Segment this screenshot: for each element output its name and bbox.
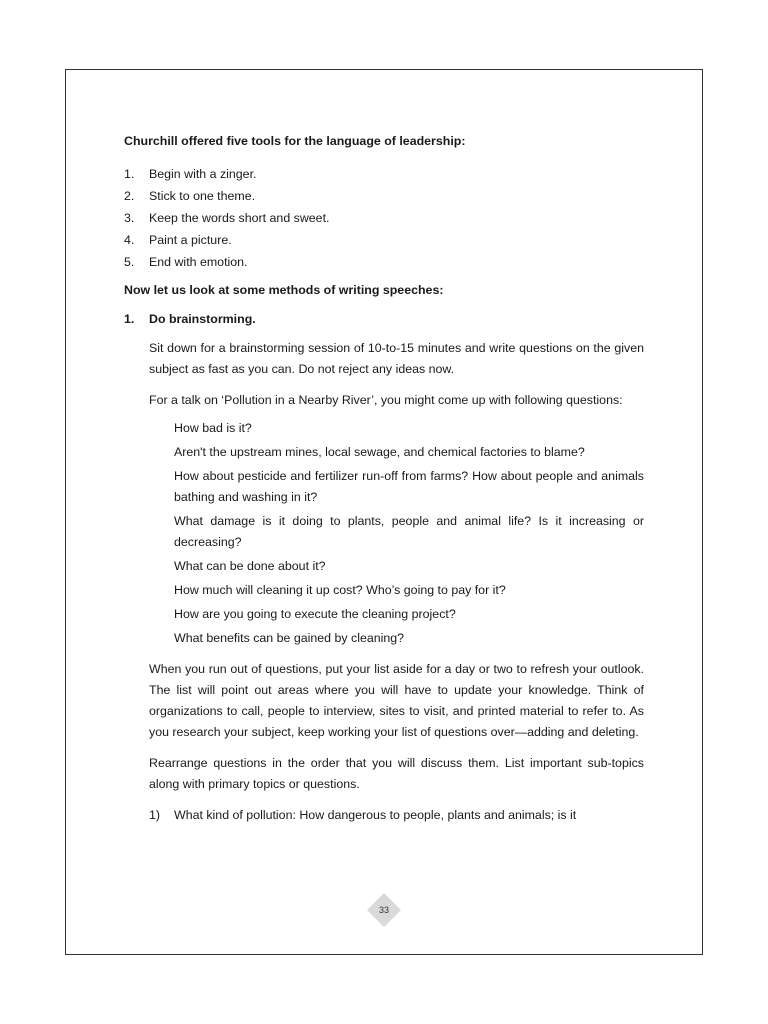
method-number: 1. [124,312,135,326]
list-item [124,163,644,185]
questions-list [174,418,644,649]
paragraph-example: For a talk on ‘Pollution in a Nearby River’, you might come up with following questions: [149,393,623,407]
sub-topic-text: What kind of pollution: How dangerous to people, plants and animals; is it [174,808,577,822]
question-item: How bad is it? [174,421,252,435]
question-item: How about pesticide and fertilizer run-off from farms? How about people and animals bathing and washing in it? [174,469,644,504]
question-item: What damage is it doing to plants, people and animal life? Is it increasing or decreasing? [174,514,644,549]
methods-heading: Now let us look at some methods of writing speeches: [124,283,444,297]
list-item [124,207,644,229]
question-item: What can be done about it? [174,559,326,573]
method-body [149,338,644,826]
sub-topic-item [149,805,644,826]
sub-topic-number: 1) [149,808,161,822]
page-number: 33 [378,905,389,915]
list-text: Stick to one theme. [149,189,256,203]
list-item [124,251,644,273]
page-content [124,133,644,826]
paragraph-list-review: When you run out of questions, put your list aside for a day or two to refresh your outlook. The list will point out areas where you will have to update your knowledge. Think of organizations to call, people to interview, sites to visit, and printed material to refer to. As you research your subject, keep working your list of questions over—adding and deleting. [149,662,644,739]
tools-list [124,163,644,273]
question-item: What benefits can be gained by cleaning? [174,631,405,645]
paragraph-rearrange: Rearrange questions in the order that you will discuss them. List important sub-topics along with primary topics or questions. [149,756,644,791]
list-text: Begin with a zinger. [149,167,257,181]
method-title [124,311,644,328]
question-item: Aren't the upstream mines, local sewage, and chemical factories to blame? [174,445,585,459]
list-number: 2. [124,189,135,203]
list-item [124,185,644,207]
list-item [124,229,644,251]
list-text: Paint a picture. [149,233,232,247]
list-text: End with emotion. [149,255,248,269]
paragraph-brainstorm: Sit down for a brainstorming session of 10-to-15 minutes and write questions on the given subject as fast as you can. Do not reject any ideas now. [149,341,644,376]
list-number: 5. [124,255,135,269]
list-number: 4. [124,233,135,247]
method-title-text: Do brainstorming. [149,312,256,326]
list-number: 3. [124,211,135,225]
list-text: Keep the words short and sweet. [149,211,330,225]
question-item: How much will cleaning it up cost? Who’s going to pay for it? [174,583,506,597]
tools-heading: Churchill offered five tools for the language of leadership: [124,134,466,148]
question-item: How are you going to execute the cleaning project? [174,607,456,621]
list-number: 1. [124,167,135,181]
